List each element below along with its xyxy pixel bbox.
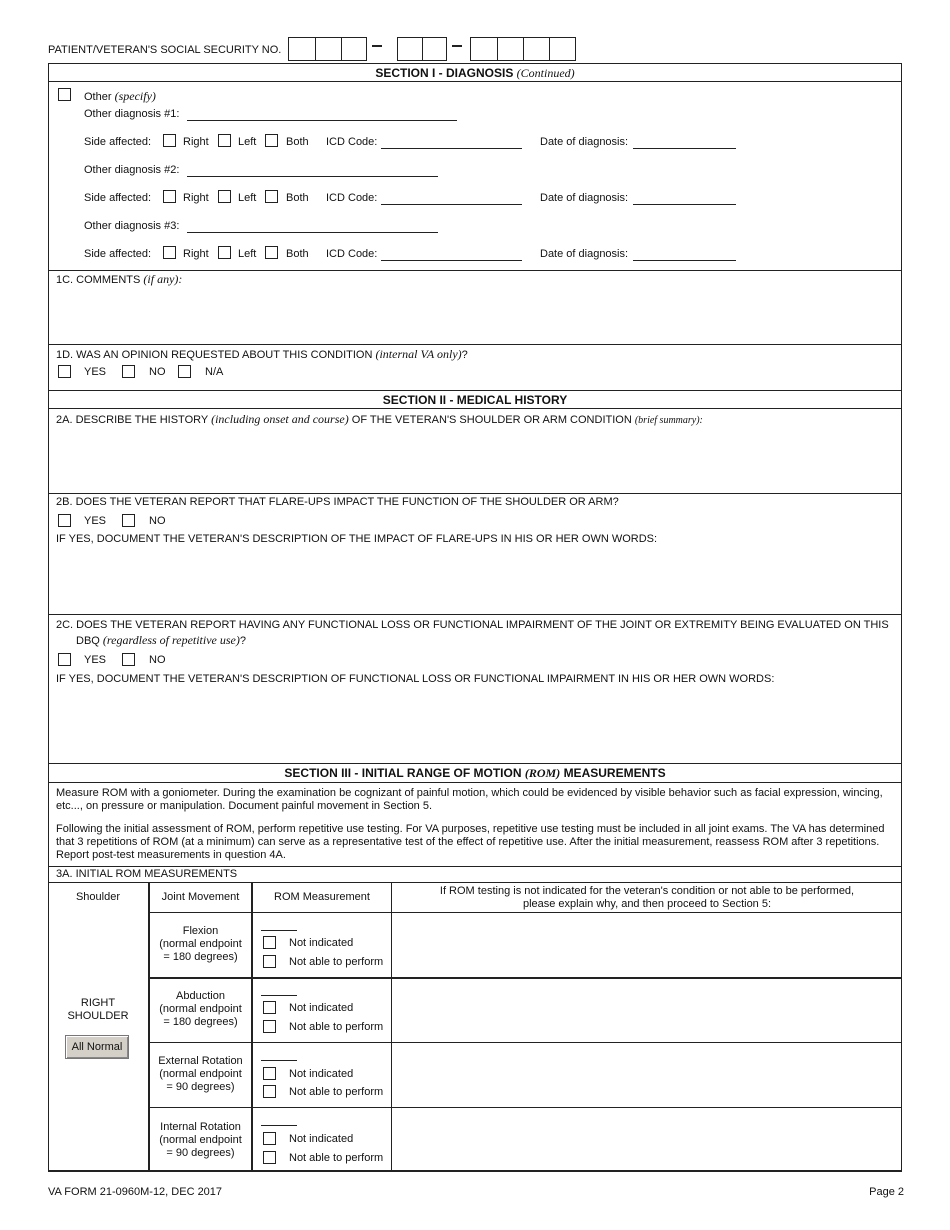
no-checkbox[interactable] (122, 514, 135, 527)
ssn-part3-field[interactable] (470, 37, 576, 61)
comments-label: 1C. COMMENTS (if any): (56, 272, 183, 286)
not-indicated-label: Not indicated (289, 937, 354, 949)
abduction-label: Abduction (normal endpoint = 180 degrees) (159, 990, 242, 1028)
right-shoulder-label: RIGHT SHOULDER (67, 997, 129, 1022)
ssn-label: PATIENT/VETERAN'S SOCIAL SECURITY NO. (48, 44, 282, 56)
icd-code-field[interactable] (381, 148, 522, 149)
not-able-label: Not able to perform (289, 956, 384, 968)
not-indicated-label: Not indicated (289, 1133, 354, 1145)
side-affected-label: Side affected: (84, 136, 152, 148)
other-checkbox[interactable] (58, 88, 71, 101)
col-explain: If ROM testing is not indicated for the veteran's condition or not able to be performed, please explain why, and then proceed to Section 5: (439, 885, 855, 910)
side-affected-label: Side affected: (84, 248, 152, 260)
right-label: Right (183, 192, 209, 204)
other-diagnosis-3-field[interactable] (187, 232, 438, 233)
other-diagnosis-1-field[interactable] (187, 120, 457, 121)
external-rotation-rom-field[interactable] (261, 1060, 297, 1061)
internal-rotation-rom-field[interactable] (261, 1125, 297, 1126)
yes-checkbox[interactable] (58, 653, 71, 666)
na-checkbox[interactable] (178, 365, 191, 378)
not-able-checkbox[interactable] (263, 1151, 276, 1164)
date-of-diagnosis-label: Date of diagnosis: (540, 248, 629, 260)
icd-code-field[interactable] (381, 260, 522, 261)
right-checkbox[interactable] (163, 134, 176, 147)
right-checkbox[interactable] (163, 190, 176, 203)
date-of-diagnosis-label: Date of diagnosis: (540, 192, 629, 204)
not-indicated-checkbox[interactable] (263, 1132, 276, 1145)
left-checkbox[interactable] (218, 190, 231, 203)
icd-code-label: ICD Code: (326, 192, 378, 204)
history-field[interactable] (52, 428, 898, 488)
history-question: 2A. DESCRIBE THE HISTORY (including onset and course) OF THE VETERAN'S SHOULDER OR ARM CONDITION (brief summary): (56, 412, 703, 426)
ssn-part2-field[interactable] (397, 37, 447, 61)
yes-label: YES (84, 654, 107, 666)
other-diagnosis-1-label: Other diagnosis #1: (84, 108, 180, 120)
icd-code-label: ICD Code: (326, 248, 378, 260)
icd-code-field[interactable] (381, 204, 522, 205)
ssn-part1-field[interactable] (288, 37, 367, 61)
icd-code-label: ICD Code: (326, 136, 378, 148)
left-checkbox[interactable] (218, 134, 231, 147)
not-indicated-checkbox[interactable] (263, 1067, 276, 1080)
page-number: Page 2 (869, 1186, 904, 1198)
date-of-diagnosis-label: Date of diagnosis: (540, 136, 629, 148)
both-checkbox[interactable] (265, 246, 278, 259)
no-label: NO (149, 366, 166, 378)
functional-loss-followup: IF YES, DOCUMENT THE VETERAN'S DESCRIPTION OF FUNCTIONAL LOSS OR FUNCTIONAL IMPAIRMENT IN HIS OR HER OWN WORDS: (56, 673, 775, 685)
both-label: Both (286, 136, 309, 148)
internal-rotation-label: Internal Rotation (normal endpoint = 90 degrees) (159, 1121, 242, 1159)
right-label: Right (183, 248, 209, 260)
no-checkbox[interactable] (122, 365, 135, 378)
date-of-diagnosis-field[interactable] (633, 148, 736, 149)
all-normal-button[interactable]: All Normal (65, 1035, 129, 1059)
yes-label: YES (84, 366, 107, 378)
other-diagnosis-3-label: Other diagnosis #3: (84, 220, 180, 232)
other-diagnosis-2-field[interactable] (187, 176, 438, 177)
not-indicated-checkbox[interactable] (263, 1001, 276, 1014)
left-label: Left (238, 192, 257, 204)
col-rom-measurement: ROM Measurement (274, 891, 370, 903)
no-label: NO (149, 654, 166, 666)
col-joint-movement: Joint Movement (161, 891, 240, 903)
flare-ups-question: 2B. DOES THE VETERAN REPORT THAT FLARE-UPS IMPACT THE FUNCTION OF THE SHOULDER OR ARM? (56, 496, 619, 508)
functional-loss-field[interactable] (52, 690, 898, 758)
not-indicated-label: Not indicated (289, 1002, 354, 1014)
left-label: Left (238, 136, 257, 148)
yes-checkbox[interactable] (58, 365, 71, 378)
not-able-checkbox[interactable] (263, 955, 276, 968)
section-1-header: SECTION I - DIAGNOSIS (Continued) (375, 66, 575, 80)
date-of-diagnosis-field[interactable] (633, 260, 736, 261)
flexion-rom-field[interactable] (261, 930, 297, 931)
left-checkbox[interactable] (218, 246, 231, 259)
na-label: N/A (205, 366, 224, 378)
flare-ups-field[interactable] (52, 550, 898, 608)
ssn-dash (452, 45, 462, 47)
not-able-checkbox[interactable] (263, 1085, 276, 1098)
not-indicated-checkbox[interactable] (263, 936, 276, 949)
side-affected-label: Side affected: (84, 192, 152, 204)
initial-rom-label: 3A. INITIAL ROM MEASUREMENTS (56, 868, 238, 880)
not-able-label: Not able to perform (289, 1152, 384, 1164)
left-label: Left (238, 248, 257, 260)
both-label: Both (286, 248, 309, 260)
both-checkbox[interactable] (265, 134, 278, 147)
functional-loss-question-cont: DBQ (regardless of repetitive use)? (76, 633, 246, 647)
internal-rotation-explain-field[interactable] (395, 1112, 898, 1168)
form-number: VA FORM 21-0960M-12, DEC 2017 (48, 1186, 223, 1198)
right-label: Right (183, 136, 209, 148)
no-checkbox[interactable] (122, 653, 135, 666)
abduction-rom-field[interactable] (261, 995, 297, 996)
ssn-dash (372, 45, 382, 47)
yes-label: YES (84, 515, 107, 527)
date-of-diagnosis-field[interactable] (633, 204, 736, 205)
other-diagnosis-2-label: Other diagnosis #2: (84, 164, 180, 176)
repetitive-use-instructions: Following the initial assessment of ROM, perform repetitive use testing. For VA purposes, repetitive use testing must be included in all joint exams. The VA has determined that 3 repetitions of ROM (at a minimum) can serve as a representative test of the effect of repetitive use. After the initial measurement, reassess ROM after 3 repetitions. Report post-test measurements in question 4A. (56, 823, 885, 861)
yes-checkbox[interactable] (58, 514, 71, 527)
external-rotation-explain-field[interactable] (395, 1047, 898, 1105)
functional-loss-question: 2C. DOES THE VETERAN REPORT HAVING ANY FUNCTIONAL LOSS OR FUNCTIONAL IMPAIRMENT OF THE JOINT OR EXTREMITY BEING EVALUATED ON THIS (56, 619, 889, 631)
not-able-label: Not able to perform (289, 1086, 384, 1098)
rom-instructions: Measure ROM with a goniometer. During the examination be cognizant of painful motion, which could be evidenced by visible behavior such as facial expression, wincing, etc..., on pressure or manipulation. Document painful movement in Section 5. (56, 787, 883, 812)
section-2-header: SECTION II - MEDICAL HISTORY (382, 393, 568, 407)
flexion-explain-field[interactable] (395, 916, 898, 974)
comments-field[interactable] (52, 288, 898, 340)
section-3-header: SECTION III - INITIAL RANGE OF MOTION (ROM) MEASUREMENTS (284, 766, 666, 780)
abduction-explain-field[interactable] (395, 982, 898, 1040)
external-rotation-label: External Rotation (normal endpoint = 90 degrees) (158, 1055, 243, 1093)
not-able-checkbox[interactable] (263, 1020, 276, 1033)
not-able-label: Not able to perform (289, 1021, 384, 1033)
col-shoulder: Shoulder (75, 891, 121, 903)
right-checkbox[interactable] (163, 246, 176, 259)
not-indicated-label: Not indicated (289, 1068, 354, 1080)
both-label: Both (286, 192, 309, 204)
flare-ups-followup: IF YES, DOCUMENT THE VETERAN'S DESCRIPTION OF THE IMPACT OF FLARE-UPS IN HIS OR HER OWN WORDS: (56, 533, 658, 545)
opinion-requested-question: 1D. WAS AN OPINION REQUESTED ABOUT THIS CONDITION (internal VA only)? (56, 347, 468, 361)
other-label: Other (specify) (84, 89, 156, 103)
both-checkbox[interactable] (265, 190, 278, 203)
flexion-label: Flexion (normal endpoint = 180 degrees) (159, 925, 242, 963)
no-label: NO (149, 515, 166, 527)
